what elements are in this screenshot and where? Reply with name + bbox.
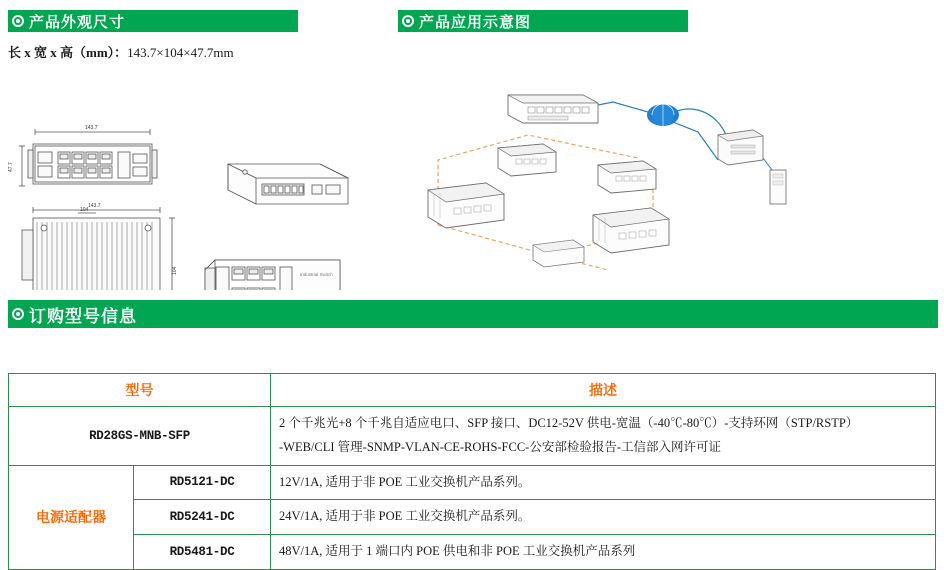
description-line: -WEB/CLI 管理-SNMP-VLAN-CE-ROHS-FCC-公安部检验报告-工信部入网许可证 — [279, 439, 722, 454]
topology-svg — [398, 40, 944, 290]
section-title-dimensions: 产品外观尺寸 — [29, 13, 126, 31]
section-title-order: 订购型号信息 — [29, 306, 137, 326]
cell-model-adapter-2: RD5241-DC — [134, 500, 271, 535]
dimension-text — [8, 42, 234, 61]
table-row — [9, 500, 936, 535]
bullet-icon — [12, 308, 24, 320]
svg-text:104: 104 — [172, 266, 178, 275]
topology-switch-b — [598, 161, 656, 193]
cell-model-adapter-1: RD5121-DC — [134, 465, 271, 500]
cell-description-adapter-2: 24V/1A, 适用于非 POE 工业交换机产品系列。 — [271, 500, 936, 535]
dimension-label: 长 x 宽 x 高（mm）： — [8, 45, 128, 60]
topology-switch-a — [498, 144, 556, 176]
topology-cloud-node — [647, 104, 679, 126]
bullet-icon — [12, 15, 24, 27]
topology-right-device — [763, 158, 786, 204]
section-title-application: 产品应用示意图 — [419, 13, 532, 31]
svg-text:47.7: 47.7 — [8, 162, 14, 172]
column-header-model: 型号 — [9, 374, 271, 407]
svg-text:143.7: 143.7 — [85, 125, 98, 131]
topology-main-switch — [508, 95, 598, 123]
cell-model-adapter-3: RD5481-DC — [134, 535, 271, 570]
topology-server-node — [718, 130, 763, 165]
drawings-svg — [0, 60, 400, 290]
product-drawings — [0, 60, 400, 290]
svg-text:143.7: 143.7 — [88, 203, 101, 209]
topology-device-e — [533, 240, 584, 267]
application-diagram — [398, 40, 944, 290]
order-table — [8, 373, 936, 570]
topology-device-c — [428, 183, 504, 228]
cell-description-adapter-3: 48V/1A, 适用于 1 端口内 POE 供电和非 POE 工业交换机产品系列 — [271, 535, 936, 570]
svg-text:104: 104 — [80, 207, 89, 213]
topology-device-d — [593, 208, 669, 253]
dimension-value: 143.7×104×47.7mm — [127, 45, 234, 60]
section-header-dimensions — [8, 10, 298, 32]
section-header-order — [8, 300, 938, 328]
svg-text:Industrial Switch: Industrial Switch — [300, 272, 333, 277]
table-header-row — [9, 374, 936, 407]
bullet-icon — [402, 15, 414, 27]
table-row — [9, 535, 936, 570]
table-row — [9, 407, 936, 466]
cell-description-main — [271, 407, 936, 466]
cell-description-adapter-1: 12V/1A, 适用于非 POE 工业交换机产品系列。 — [271, 465, 936, 500]
section-header-application — [398, 10, 688, 32]
column-header-description: 描述 — [271, 374, 936, 407]
description-line: 2 个千兆光+8 个千兆自适应电口、SFP 接口、DC12-52V 供电-宽温（-40℃-80℃）-支持环网（STP/RSTP） — [279, 416, 859, 430]
table-row — [9, 465, 936, 500]
cell-model-main: RD28GS-MNB-SFP — [9, 407, 271, 466]
cell-adapter-group-label: 电源适配器 — [9, 465, 134, 569]
